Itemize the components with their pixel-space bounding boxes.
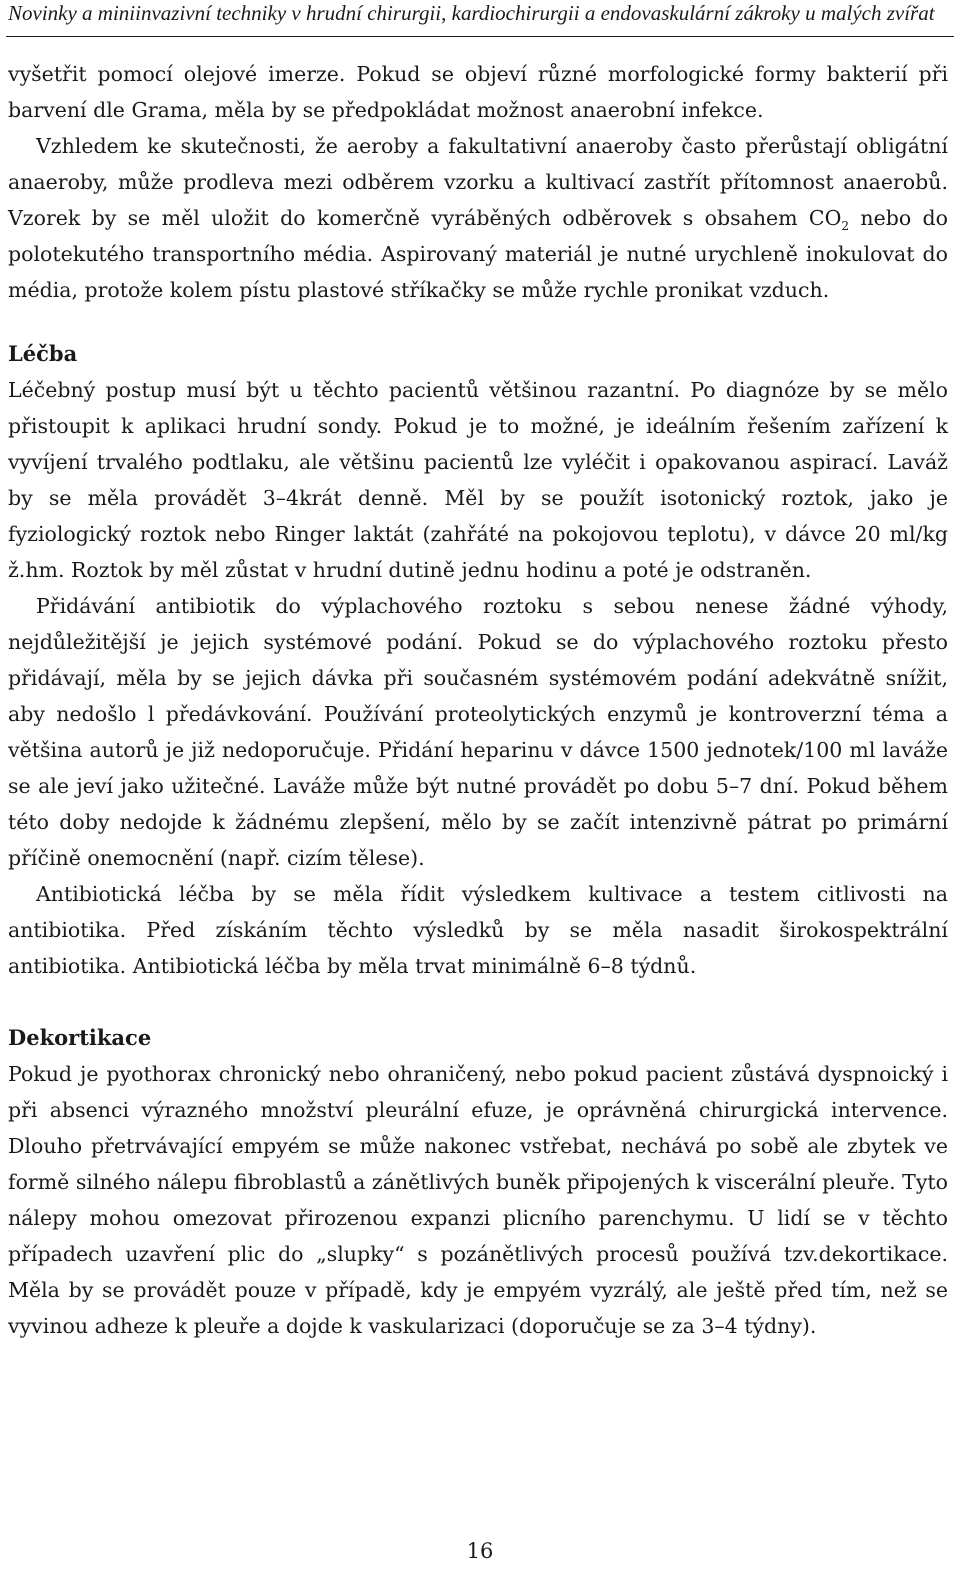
intro-paragraph-2 bbox=[8, 128, 948, 308]
intro-paragraph-2-part-2: nebo do polotekutého transportního média. Aspirovaný materiál je nutné urychleně inokulovat do média, protože kolem pístu plastové stříkačky se může rychle pronikat vzduch. bbox=[8, 206, 948, 302]
section-heading-lecba: Léčba bbox=[8, 341, 78, 366]
intro-paragraph-2-part-1: Vzhledem ke skutečnosti, že aeroby a fakultativní anaeroby často přerůstají obligátní anaeroby, může prodleva mezi odběrem vzorku a kultivací zastřít přítomnost anaerobů. Vzorek by se měl uložit do komerčně vyráběných odběrovek s obsahem CO bbox=[8, 134, 948, 230]
dekortikace-paragraph-1: Pokud je pyothorax chronický nebo ohraničený, nebo pokud pacient zůstává dyspnoický i při absenci výrazného množství pleurální efuze, je oprávněná chirurgická intervence. Dlouho přetrvávající empyém se může nakonec vstřebat, nechává po sobě ale zbytek ve formě silného nálepu fibroblastů a zánětlivých buněk připojených k viscerální pleuře. Tyto nálepy mohou omezovat přirozenou expanzi plicního parenchymu. U lidí se v těchto případech uzavření plic do „slupky“ s pozánětlivých procesů používá tzv.dekortikace. Měla by se provádět pouze v případě, kdy je empyém vyzrálý, ale ještě před tím, než se vyvinou adheze k pleuře a dojde k vaskularizaci (doporučuje se za 3–4 týdny). bbox=[8, 1062, 948, 1338]
page-body bbox=[8, 56, 948, 1344]
page-number: 16 bbox=[466, 1539, 494, 1563]
header-divider bbox=[6, 36, 954, 37]
section-heading-dekortikace: Dekortikace bbox=[8, 1025, 152, 1050]
lecba-paragraph-1: Léčebný postup musí být u těchto pacientů většinou razantní. Po diagnóze by se mělo přistoupit k aplikaci hrudní sondy. Pokud je to možné, je ideálním řešením zařízení k vyvíjení trvalého podtlaku, ale většinu pacientů lze vyléčit i opakovanou aspirací. Laváž by se měla provádět 3–4krát denně. Měl by se použít isotonický roztok, jako je fyziologický roztok nebo Ringer laktát (zahřáté na pokojovou teplotu), v dávce 20 ml/kg ž.hm. Roztok by měl zůstat v hrudní dutině jednu hodinu a poté je odstraněn. bbox=[8, 378, 948, 582]
running-header: Novinky a miniinvazivní techniky v hrudní chirurgii, kardiochirurgii a endovaskulární zákroky u malých zvířat bbox=[8, 1, 935, 25]
co2-subscript: 2 bbox=[841, 219, 850, 234]
intro-paragraph-1: vyšetřit pomocí olejové imerze. Pokud se objeví různé morfologické formy bakterií při barvení dle Grama, měla by se předpokládat možnost anaerobní infekce. bbox=[8, 62, 948, 122]
lecba-paragraph-2: Přidávání antibiotik do výplachového roztoku s sebou nenese žádné výhody, nejdůležitější je jejich systémové podání. Pokud se do výplachového roztoku přesto přidávají, měla by se jejich dávka při současném systémovém podání adekvátně snížit, aby nedošlo l předávkování. Používání proteolytických enzymů je kontroverzní téma a většina autorů je již nedoporučuje. Přidání heparinu v dávce 1500 jednotek/100 ml laváže se ale jeví jako užitečné. Laváže může být nutné provádět po dobu 5–7 dní. Pokud během této doby nedojde k žádnému zlepšení, mělo by se začít intenzivně pátrat po primární příčině onemocnění (např. cizím tělese). bbox=[8, 594, 948, 870]
lecba-paragraph-3: Antibiotická léčba by se měla řídit výsledkem kultivace a testem citlivosti na antibiotika. Před získáním těchto výsledků by se měla nasadit širokospektrální antibiotika. Antibiotická léčba by měla trvat minimálně 6–8 týdnů. bbox=[8, 882, 948, 978]
